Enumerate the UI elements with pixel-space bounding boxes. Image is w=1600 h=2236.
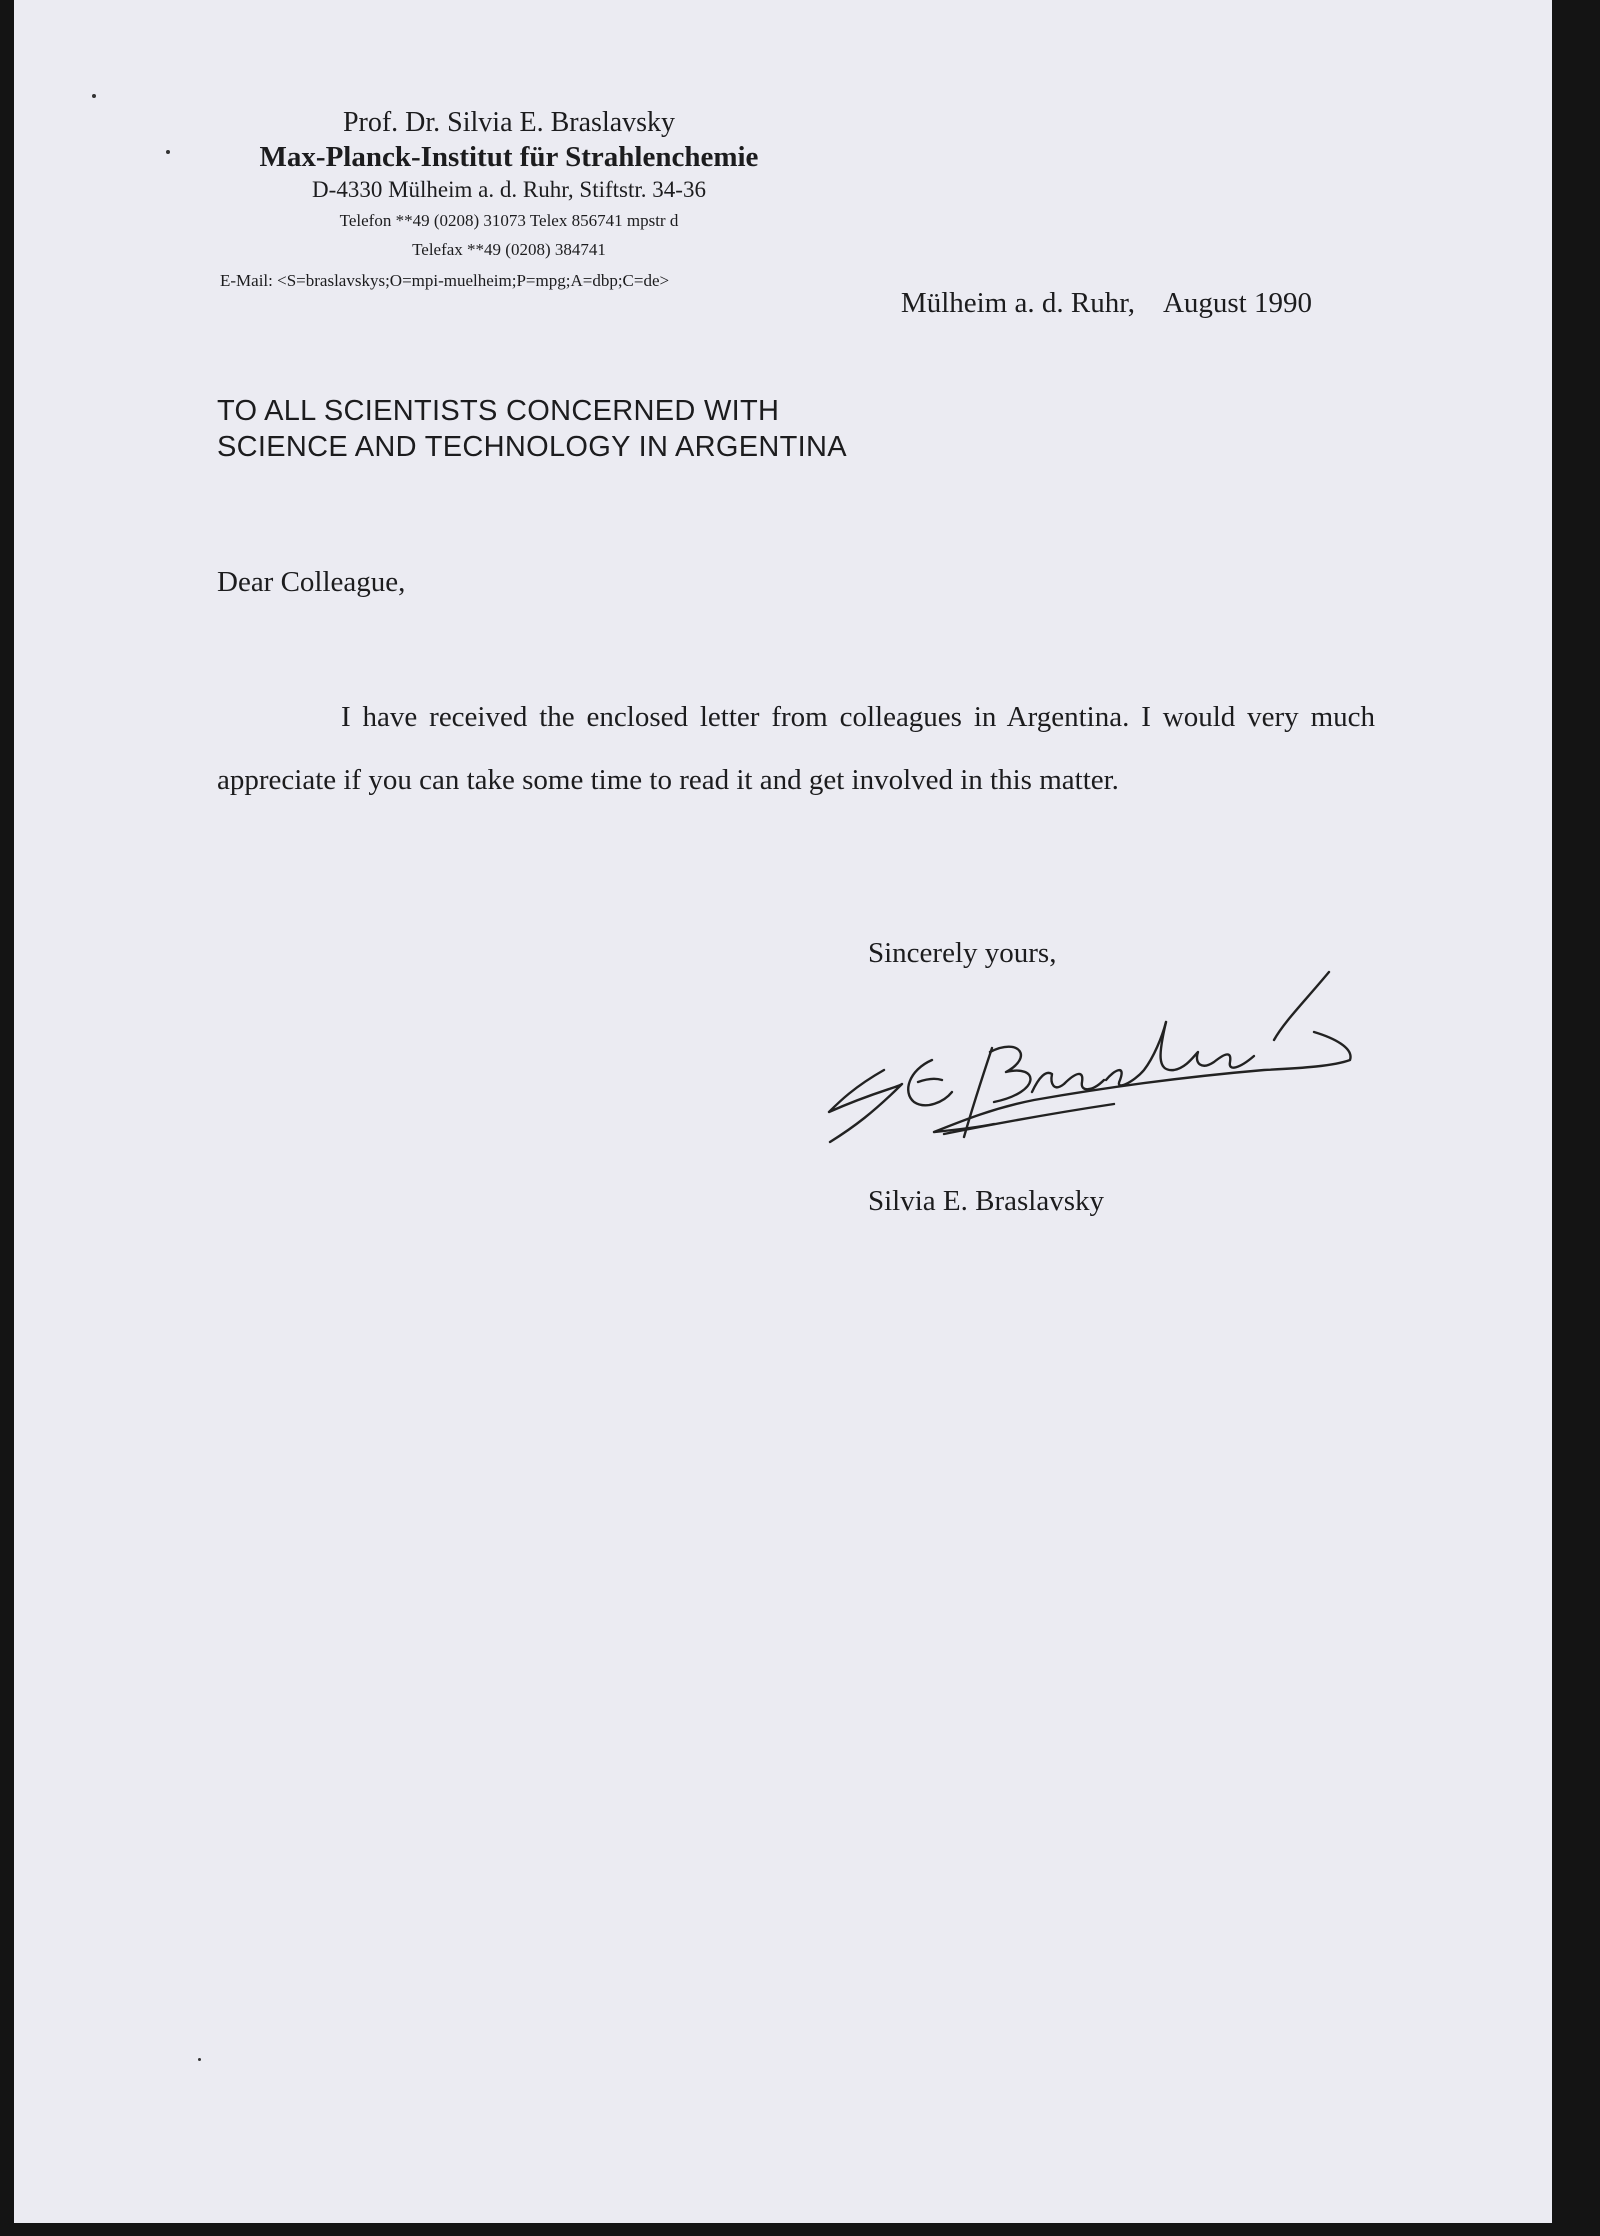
paper-mark — [92, 94, 96, 98]
dateline-date: August 1990 — [1162, 287, 1312, 319]
closing: Sincerely yours, — [868, 937, 1057, 969]
letterhead-fax: Telefax **49 (0208) 384741 — [412, 240, 606, 259]
letterhead-email: E-Mail: <S=braslavskys;O=mpi-muelheim;P=mpg;A=dbp;C=de> — [220, 271, 670, 290]
letterhead — [189, 106, 829, 264]
letter-page — [14, 0, 1552, 2223]
handwritten-signature — [814, 952, 1374, 1162]
paper-mark — [198, 2058, 201, 2061]
dateline-place: Mülheim a. d. Ruhr, — [900, 287, 1135, 319]
letterhead-institute: Max-Planck-Institut für Strahlenchemie — [259, 141, 759, 173]
letterhead-name: Prof. Dr. Silvia E. Braslavsky — [342, 107, 676, 138]
recipient-line: SCIENCE AND TECHNOLOGY IN ARGENTINA — [217, 431, 847, 463]
dateline — [901, 287, 1312, 320]
salutation: Dear Colleague, — [217, 566, 406, 598]
signer-name: Silvia E. Braslavsky — [868, 1185, 1105, 1217]
recipient-block — [217, 393, 847, 465]
paper-mark — [166, 150, 170, 154]
recipient-line: TO ALL SCIENTISTS CONCERNED WITH — [217, 395, 780, 427]
letterhead-telephone: Telefon **49 (0208) 31073 Telex 856741 mpstr d — [339, 211, 679, 230]
letter-body: I have received the enclosed letter from colleagues in Argentina. I would very much appreciate if you can take some time to read it and get involved in this matter. — [217, 701, 1375, 796]
letterhead-address: D-4330 Mülheim a. d. Ruhr, Stiftstr. 34-36 — [312, 177, 706, 202]
